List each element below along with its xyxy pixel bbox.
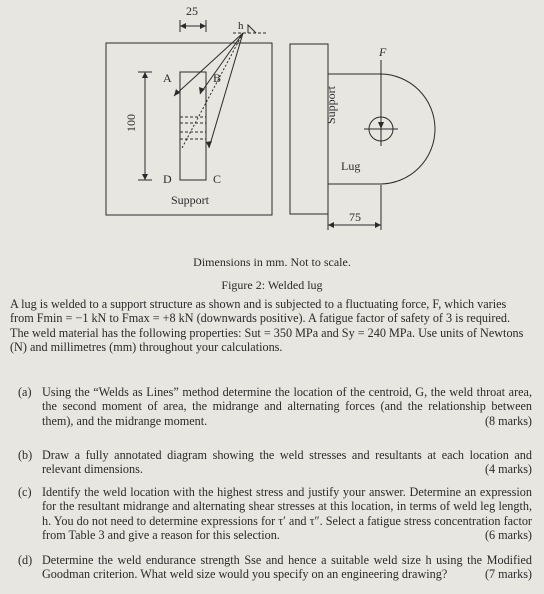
label-d: D [163,172,172,186]
problem-line-4: (N) and millimetres (mm) throughout your calculations. [10,339,283,354]
label-a: A [163,71,172,85]
question-letter: (c) [18,485,32,499]
label-b: B [213,71,222,85]
question-marks: (4 marks) [484,462,532,477]
problem-line-1: A lug is welded to a support structure as shown and is subjected to a fluctuating force, F, which varies [10,297,507,311]
question-a [18,385,532,428]
dim-25: 25 [186,4,198,18]
question-text: Draw a fully annotated diagram showing the weld stresses and resultants at each location and relevant dimensions. [42,448,532,477]
label-f: F [379,45,387,59]
label-h: h [238,20,244,32]
question-text: Determine the weld endurance strength Sse and hence a suitable weld size h using the Modified Goodman criterion. What weld size would you specify on an engineering drawing? [42,553,532,582]
problem-line-2: from Fmin = −1 kN to Fmax = +8 kN (downwards positive). A fatigue factor of safety of 3 is required. [10,311,511,326]
question-marks: (8 marks) [484,413,532,428]
label-support-left: Support [171,193,210,207]
question-text: Using the “Welds as Lines” method determine the location of the centroid, G, the weld throat area, the second moment of area, the midrange and alternating forces (and the relationship between them), and the midrange moment. [42,385,532,428]
question-d [18,553,532,582]
question-letter: (a) [18,385,32,399]
question-letter: (b) [18,448,33,462]
figure-note: Dimensions in mm. Not to scale. [193,255,351,269]
dim-100: 100 [124,114,138,132]
question-letter: (d) [18,553,33,567]
figure-caption: Figure 2: Welded lug [221,278,323,292]
welded-lug-figure [0,0,544,255]
question-marks: (7 marks) [484,567,532,582]
question-text: Identify the weld location with the highest stress and justify your answer. Determine an expression for the resultant midrange and alternating shear stresses at this location, in terms of weld leg length, h. You do not need to determine expressions for τ′ and τ″. Select a fatigue stress concentration factor from Table 3 and give a reason for this selection. [42,485,532,542]
right-support-plate [290,44,328,214]
dim-75: 75 [349,210,361,224]
question-b [18,448,532,477]
label-lug: Lug [341,159,361,173]
problem-statement [10,297,532,354]
label-c: C [213,172,222,186]
question-marks: (6 marks) [484,527,532,542]
label-support-right: Support [324,85,338,124]
problem-line-3: The weld material has the following properties: Sut = 350 MPa and Sy = 240 MPa. Use units of Newtons [10,325,524,340]
question-c [18,485,532,542]
